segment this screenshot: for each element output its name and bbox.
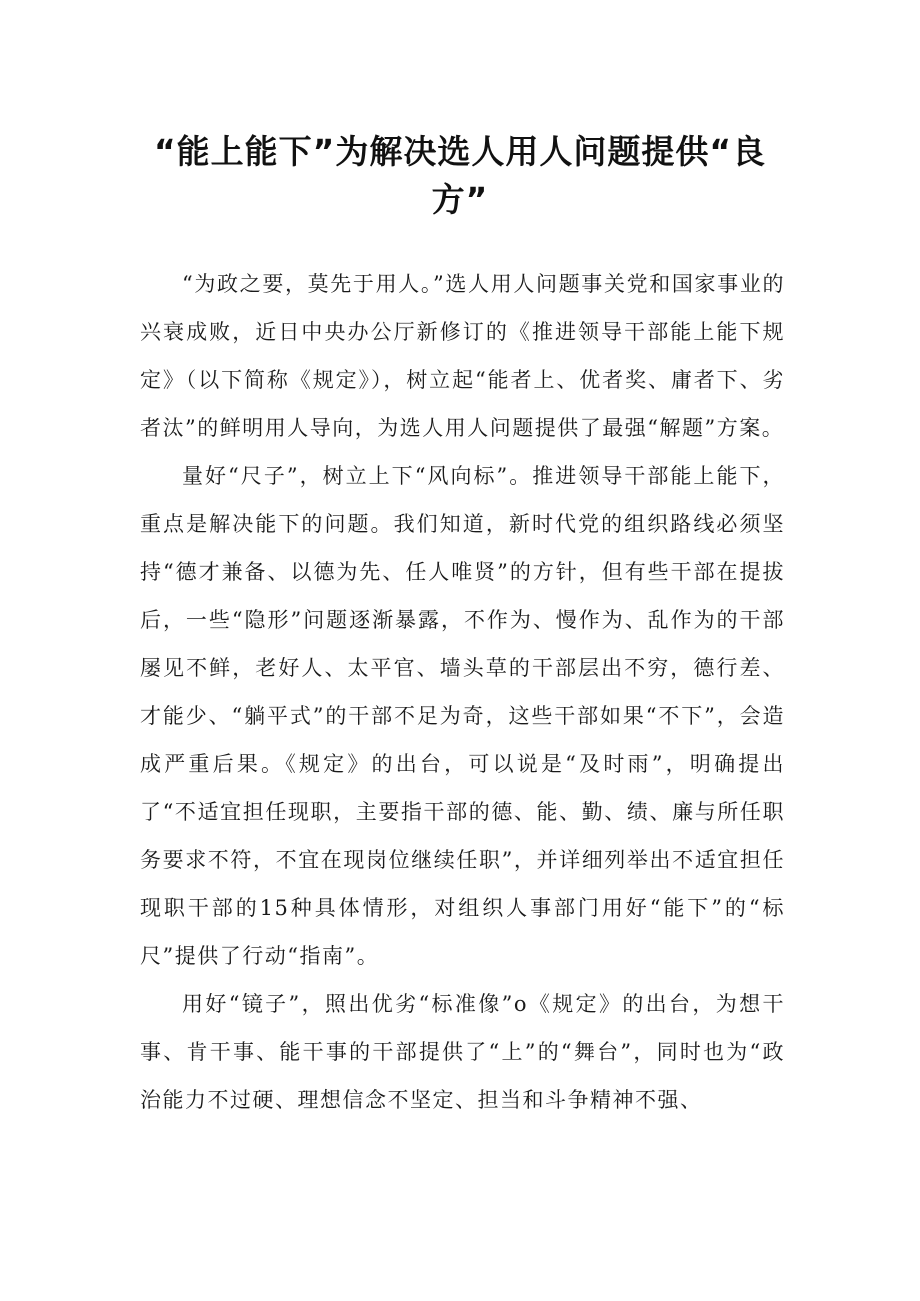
document-title: “能上能下”为解决选人用人问题提供“良方” bbox=[153, 132, 767, 219]
paragraph-1: “为政之要，莫先于用人。”选人用人问题事关党和国家事业的兴衰成败，近日中央办公厅新修订的《推进领导干部能上能下规定》（以下简称《规定》），树立起“能者上、优者奖、庸者下、劣者汰”的鲜明用人导向，为选人用人问题提供了最强“解题”方案。 bbox=[140, 272, 785, 440]
paragraph-3: 用好“镜子”，照出优劣“标准像”o《规定》的出台，为想干事、肯干事、能干事的干部提供了“上”的“舞台”，同时也为“政治能力不过硬、理想信念不坚定、担当和斗争精神不强、 bbox=[140, 992, 785, 1112]
paragraph-2: 量好“尺子”，树立上下“风向标”。推进领导干部能上能下，重点是解决能下的问题。我们知道，新时代党的组织路线必须坚持“德才兼备、以德为先、任人唯贤”的方针，但有些干部在提拔后，一些“隐形”问题逐渐暴露，不作为、慢作为、乱作为的干部屡见不鲜，老好人、太平官、墙头草的干部层出不穷，德行差、才能少、“躺平式”的干部不足为奇，这些干部如果“不下”，会造成严重后果。《规定》的出台，可以说是“及时雨”，明确提出了“不适宜担任现职，主要指干部的德、能、勤、绩、廉与所任职务要求不符，不宜在现岗位继续任职”，并详细列举出不适宜担任现职干部的15种具体情形，对组织人事部门用好“能下”的“标尺”提供了行动“指南”。 bbox=[140, 464, 785, 968]
document-body bbox=[140, 260, 785, 1124]
